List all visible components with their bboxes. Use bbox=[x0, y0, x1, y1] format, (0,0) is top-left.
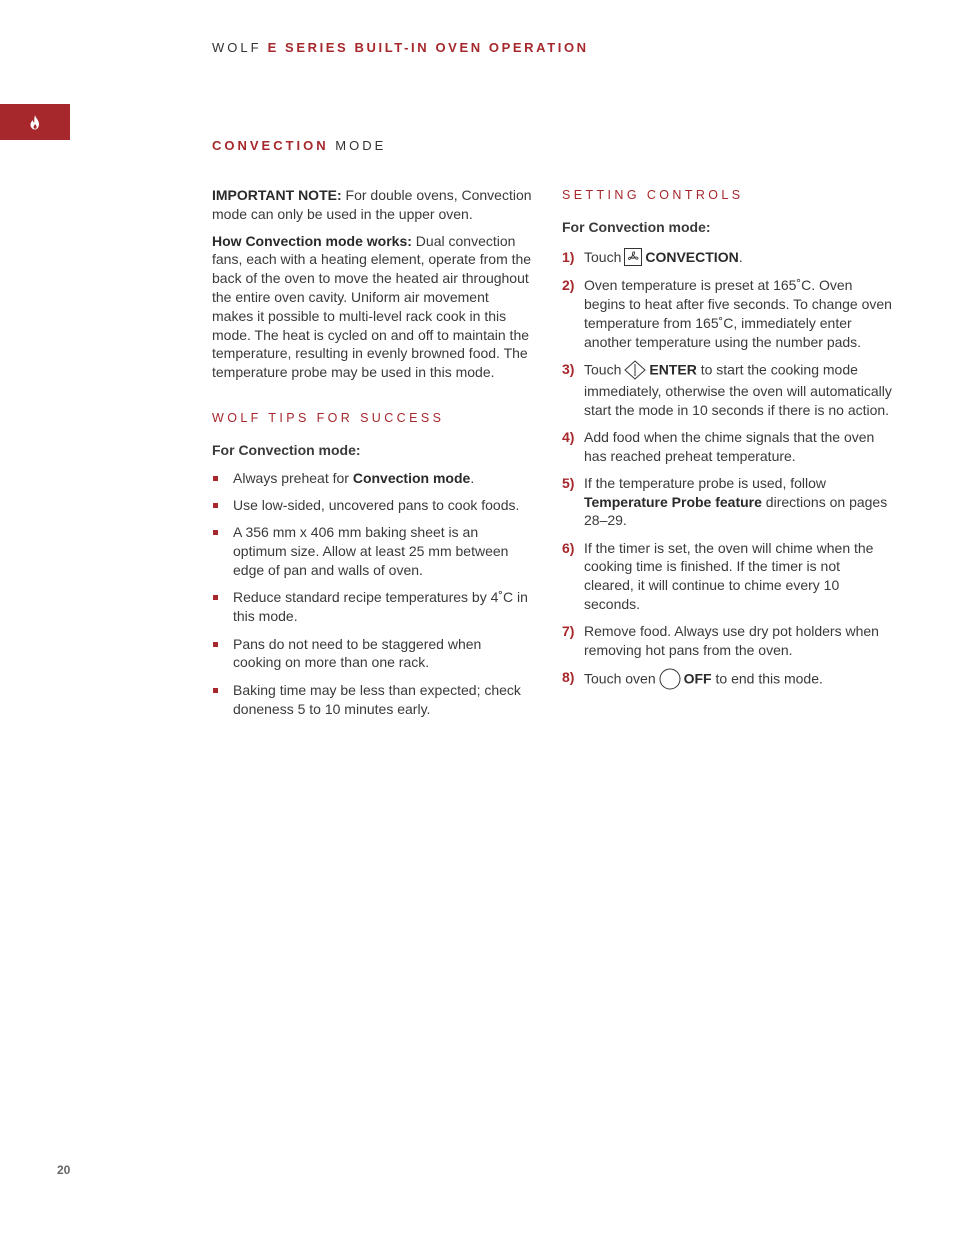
list-item bbox=[212, 496, 532, 515]
step-text: Add food when the chime signals that the oven has reached preheat temperature. bbox=[584, 428, 875, 464]
step-number: 7) bbox=[562, 623, 575, 640]
how-it-works-text: Dual convection fans, each with a heating element, operate from the back of the oven to move the heated air throughout the entire oven cavity. Uniform air movement makes it possible to multi-level rack cook in this mode. The heat is cycled on and off to maintain the temperature, resulting in evenly browned food. The temperature probe may be used in this mode. bbox=[212, 232, 532, 381]
list-item bbox=[562, 539, 892, 614]
section-tab bbox=[0, 104, 70, 140]
tip-text-end: . bbox=[470, 469, 475, 486]
step-number: 3) bbox=[562, 360, 575, 377]
important-note-label: IMPORTANT NOTE: bbox=[212, 187, 342, 203]
right-column bbox=[562, 186, 892, 701]
section-title bbox=[212, 138, 386, 153]
step-number: 4) bbox=[562, 428, 575, 445]
step-text: Touch bbox=[584, 361, 622, 378]
tip-text: Pans do not need to be staggered when cooking on more than one rack. bbox=[233, 635, 482, 671]
list-item bbox=[562, 474, 892, 530]
section-title-strong: CONVECTION bbox=[212, 138, 329, 153]
list-item bbox=[212, 588, 532, 626]
step-text: Touch oven bbox=[584, 670, 656, 687]
list-item bbox=[212, 523, 532, 579]
step-text: If the temperature probe is used, follow bbox=[584, 474, 827, 491]
bullet-icon bbox=[213, 642, 218, 647]
step-bold: ENTER bbox=[649, 361, 697, 378]
bullet-icon bbox=[213, 476, 218, 481]
step-text: Touch bbox=[584, 248, 622, 265]
list-item bbox=[562, 248, 892, 268]
step-text: directions on pages 28–29. bbox=[584, 493, 888, 529]
controls-for-label: For Convection mode: bbox=[562, 218, 711, 235]
list-item bbox=[562, 360, 892, 420]
tips-for-label: For Convection mode: bbox=[212, 441, 361, 458]
how-it-works bbox=[212, 232, 532, 382]
left-column bbox=[212, 186, 532, 727]
list-item bbox=[212, 635, 532, 673]
step-number: 6) bbox=[562, 539, 575, 556]
important-note bbox=[212, 186, 532, 224]
list-item bbox=[212, 681, 532, 719]
step-number: 8) bbox=[562, 669, 575, 686]
list-item bbox=[562, 622, 892, 660]
step-bold: OFF bbox=[683, 670, 712, 687]
enter-diamond-icon bbox=[624, 360, 646, 380]
step-text-end: . bbox=[738, 248, 743, 265]
step-bold: Temperature Probe feature bbox=[584, 493, 762, 510]
bullet-icon bbox=[213, 503, 218, 508]
step-text: to start the cooking mode immediately, otherwise the oven will automatically start the mode in 10 seconds if there is no action. bbox=[584, 361, 892, 418]
tip-text: A 356 mm x 406 mm baking sheet is an optimum size. Allow at least 25 mm between edge of pan and walls of oven. bbox=[233, 524, 509, 578]
running-header bbox=[212, 40, 589, 55]
tip-text: Use low-sided, uncovered pans to cook foods. bbox=[233, 496, 520, 513]
how-it-works-label: How Convection mode works: bbox=[212, 232, 412, 249]
section-title-rest: MODE bbox=[335, 138, 387, 153]
page-number: 20 bbox=[57, 1163, 71, 1177]
bullet-icon bbox=[213, 530, 218, 535]
tip-text: Reduce standard recipe temperatures by 4˚C in this mode. bbox=[233, 589, 528, 625]
list-item bbox=[562, 276, 892, 351]
step-text: If the timer is set, the oven will chime when the cooking time is finished. If the timer is not cleared, it will continue to chime every 10 seconds. bbox=[584, 539, 874, 612]
step-number: 5) bbox=[562, 474, 575, 491]
steps-list bbox=[562, 248, 892, 693]
list-item bbox=[562, 668, 892, 692]
tips-heading: WOLF TIPS FOR SUCCESS bbox=[212, 410, 445, 425]
step-text: to end this mode. bbox=[711, 670, 823, 687]
bullet-icon bbox=[213, 595, 218, 600]
step-number: 2) bbox=[562, 277, 575, 294]
header-brand: WOLF bbox=[212, 40, 262, 55]
bullet-icon bbox=[213, 688, 218, 693]
list-item bbox=[212, 469, 532, 488]
tip-text: Always preheat for bbox=[233, 469, 353, 486]
step-text: Remove food. Always use dry pot holders when removing hot pans from the oven. bbox=[584, 623, 879, 658]
off-circle-icon bbox=[659, 668, 681, 690]
tip-text: Baking time may be less than expected; check doneness 5 to 10 minutes early. bbox=[233, 681, 521, 717]
convection-fan-icon bbox=[624, 248, 642, 266]
step-bold: CONVECTION bbox=[645, 248, 739, 265]
step-number: 1) bbox=[562, 248, 575, 265]
header-series: E SERIES BUILT-IN OVEN OPERATION bbox=[267, 40, 589, 55]
list-item bbox=[562, 428, 892, 466]
step-text: Oven temperature is preset at 165˚C. Oven begins to heat after five seconds. To change oven temperature from 165˚C, immediately enter another temperature using the number pads. bbox=[584, 277, 892, 350]
setting-controls-heading: SETTING CONTROLS bbox=[562, 188, 744, 202]
important-note-text: For double ovens, Convection mode can only be used in the upper oven. bbox=[212, 187, 532, 222]
flame-icon bbox=[29, 115, 41, 130]
tips-list bbox=[212, 469, 532, 719]
tip-bold: Convection mode bbox=[352, 469, 471, 486]
